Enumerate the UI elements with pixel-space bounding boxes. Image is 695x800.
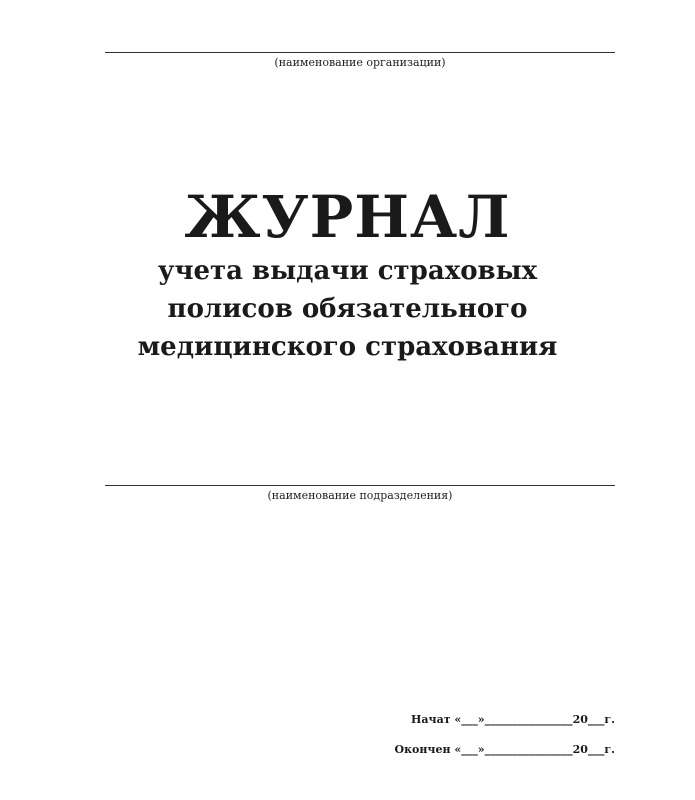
subtitle-line-3: медицинского страхования — [137, 332, 558, 362]
subtitle-line-2: полисов обязательного — [167, 294, 528, 324]
subtitle-line-1: учета выдачи страховых — [157, 256, 538, 286]
end-date-line: Окончен «___»________________20___г. — [394, 743, 615, 756]
start-date-line: Начат «___»________________20___г. — [411, 713, 615, 726]
division-name-line — [105, 485, 615, 486]
journal-subtitle — [0, 252, 695, 366]
journal-title: ЖУРНАЛ — [184, 183, 511, 251]
organization-name-line — [105, 52, 615, 53]
organization-name-caption: (наименование организации) — [274, 56, 446, 69]
division-name-caption: (наименование подразделения) — [267, 489, 453, 502]
